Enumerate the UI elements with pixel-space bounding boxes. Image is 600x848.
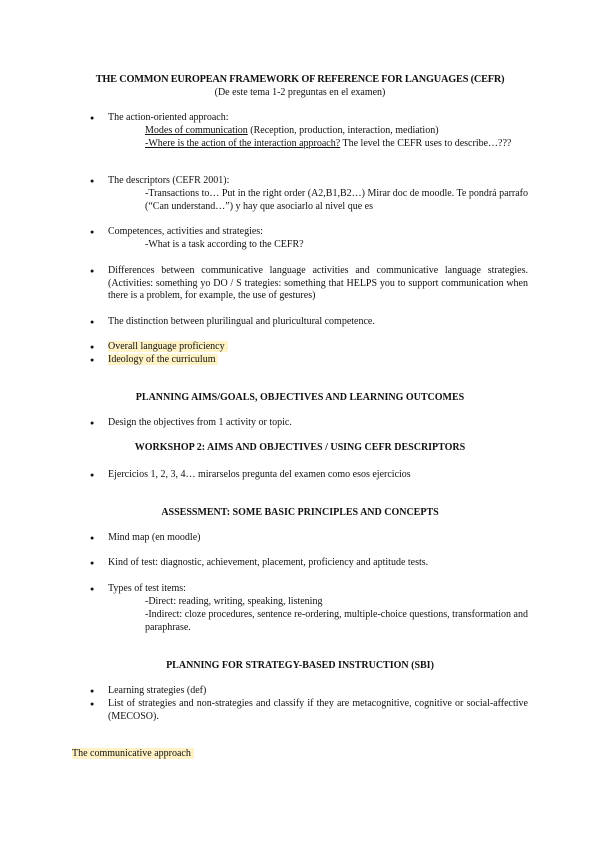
list-item: [108, 341, 528, 354]
sub-item-text: -Transactions to… Put in the right order (A2,B1,B2…) Mirar doc de moodle. Te pondrá parrafo (“Can understand…”) y hay que asociarlo al nivel que es: [145, 188, 528, 212]
sub-item-text: The level the CEFR uses to describe…???: [340, 138, 512, 149]
item-text: Competences, activities and strategies:: [108, 226, 263, 237]
where-question-link: -Where is the action of the interaction approach?: [145, 138, 341, 149]
item-text: Differences between communicative language activities and communicative language strategies. (Activities: something yo DO / S trategies: something that HELPS you to support communication when there is a problem, for example, the use of gestures): [108, 265, 528, 301]
sub-item: [145, 239, 528, 252]
item-text: Mind map (en moodle): [108, 532, 201, 543]
sub-item-text: -Indirect: cloze procedures, sentence re-ordering, multiple-choice questions, transformation and paraphrase.: [145, 609, 528, 633]
list-item: [108, 112, 528, 125]
list-item: [108, 265, 528, 303]
item-text: Ejercicios 1, 2, 3, 4… mirarselos pregunta del examen como esos ejercicios: [108, 469, 411, 480]
list-item: [108, 532, 528, 545]
sub-item: [145, 609, 528, 634]
list-item: [108, 557, 528, 570]
sub-item-text: -Direct: reading, writing, speaking, listening: [145, 596, 323, 607]
list-item: [108, 316, 528, 329]
item-text: Kind of test: diagnostic, achievement, placement, proficiency and aptitude tests.: [108, 557, 429, 568]
list-item: [108, 354, 528, 367]
list-item: [108, 469, 528, 482]
list-item: [108, 583, 528, 596]
item-text: Learning strategies (def): [108, 685, 207, 696]
item-text: Types of test items:: [108, 583, 186, 594]
page-subtitle: (De este tema 1-2 preguntas en el examen): [214, 87, 386, 98]
item-text: The distinction between plurilingual and pluricultural competence.: [108, 316, 375, 327]
list-item: [108, 685, 528, 698]
item-text: The descriptors (CEFR 2001):: [108, 175, 230, 186]
communicative-approach-note: [72, 748, 194, 761]
item-text: List of strategies and non-strategies and classify if they are metacognitive, cognitive or social-affective (MECOSO).: [108, 698, 528, 722]
section-heading: PLANNING AIMS/GOALS, OBJECTIVES AND LEARNING OUTCOMES: [135, 392, 465, 403]
section-heading: WORKSHOP 2: AIMS AND OBJECTIVES / USING CEFR DESCRIPTORS: [134, 442, 466, 453]
sub-item-text: -What is a task according to the CEFR?: [145, 239, 304, 250]
list-item: [108, 175, 528, 188]
highlighted-note-text: The communicative approach: [72, 748, 194, 759]
list-item: [108, 698, 528, 723]
list-item: [108, 226, 528, 239]
modes-of-communication-link: Modes of communication: [145, 125, 248, 136]
section-heading: PLANNING FOR STRATEGY-BASED INSTRUCTION (SBI): [166, 660, 434, 671]
item-text: Design the objectives from 1 activity or topic.: [108, 417, 292, 428]
sub-item: [145, 596, 528, 609]
list-item: [108, 417, 528, 430]
section-heading: ASSESSMENT: SOME BASIC PRINCIPLES AND CONCEPTS: [161, 507, 439, 518]
item-text: The action-oriented approach:: [108, 112, 229, 123]
sub-item: [145, 188, 528, 213]
sub-item: [145, 125, 528, 138]
highlighted-item-text: Overall language proficiency: [108, 341, 228, 352]
page-title: THE COMMON EUROPEAN FRAMEWORK OF REFERENCE FOR LANGUAGES (CEFR): [95, 74, 505, 85]
highlighted-item-text: Ideology of the curriculum: [108, 354, 218, 365]
sub-item-text: (Reception, production, interaction, mediation): [247, 125, 439, 136]
sub-item: [145, 138, 528, 151]
